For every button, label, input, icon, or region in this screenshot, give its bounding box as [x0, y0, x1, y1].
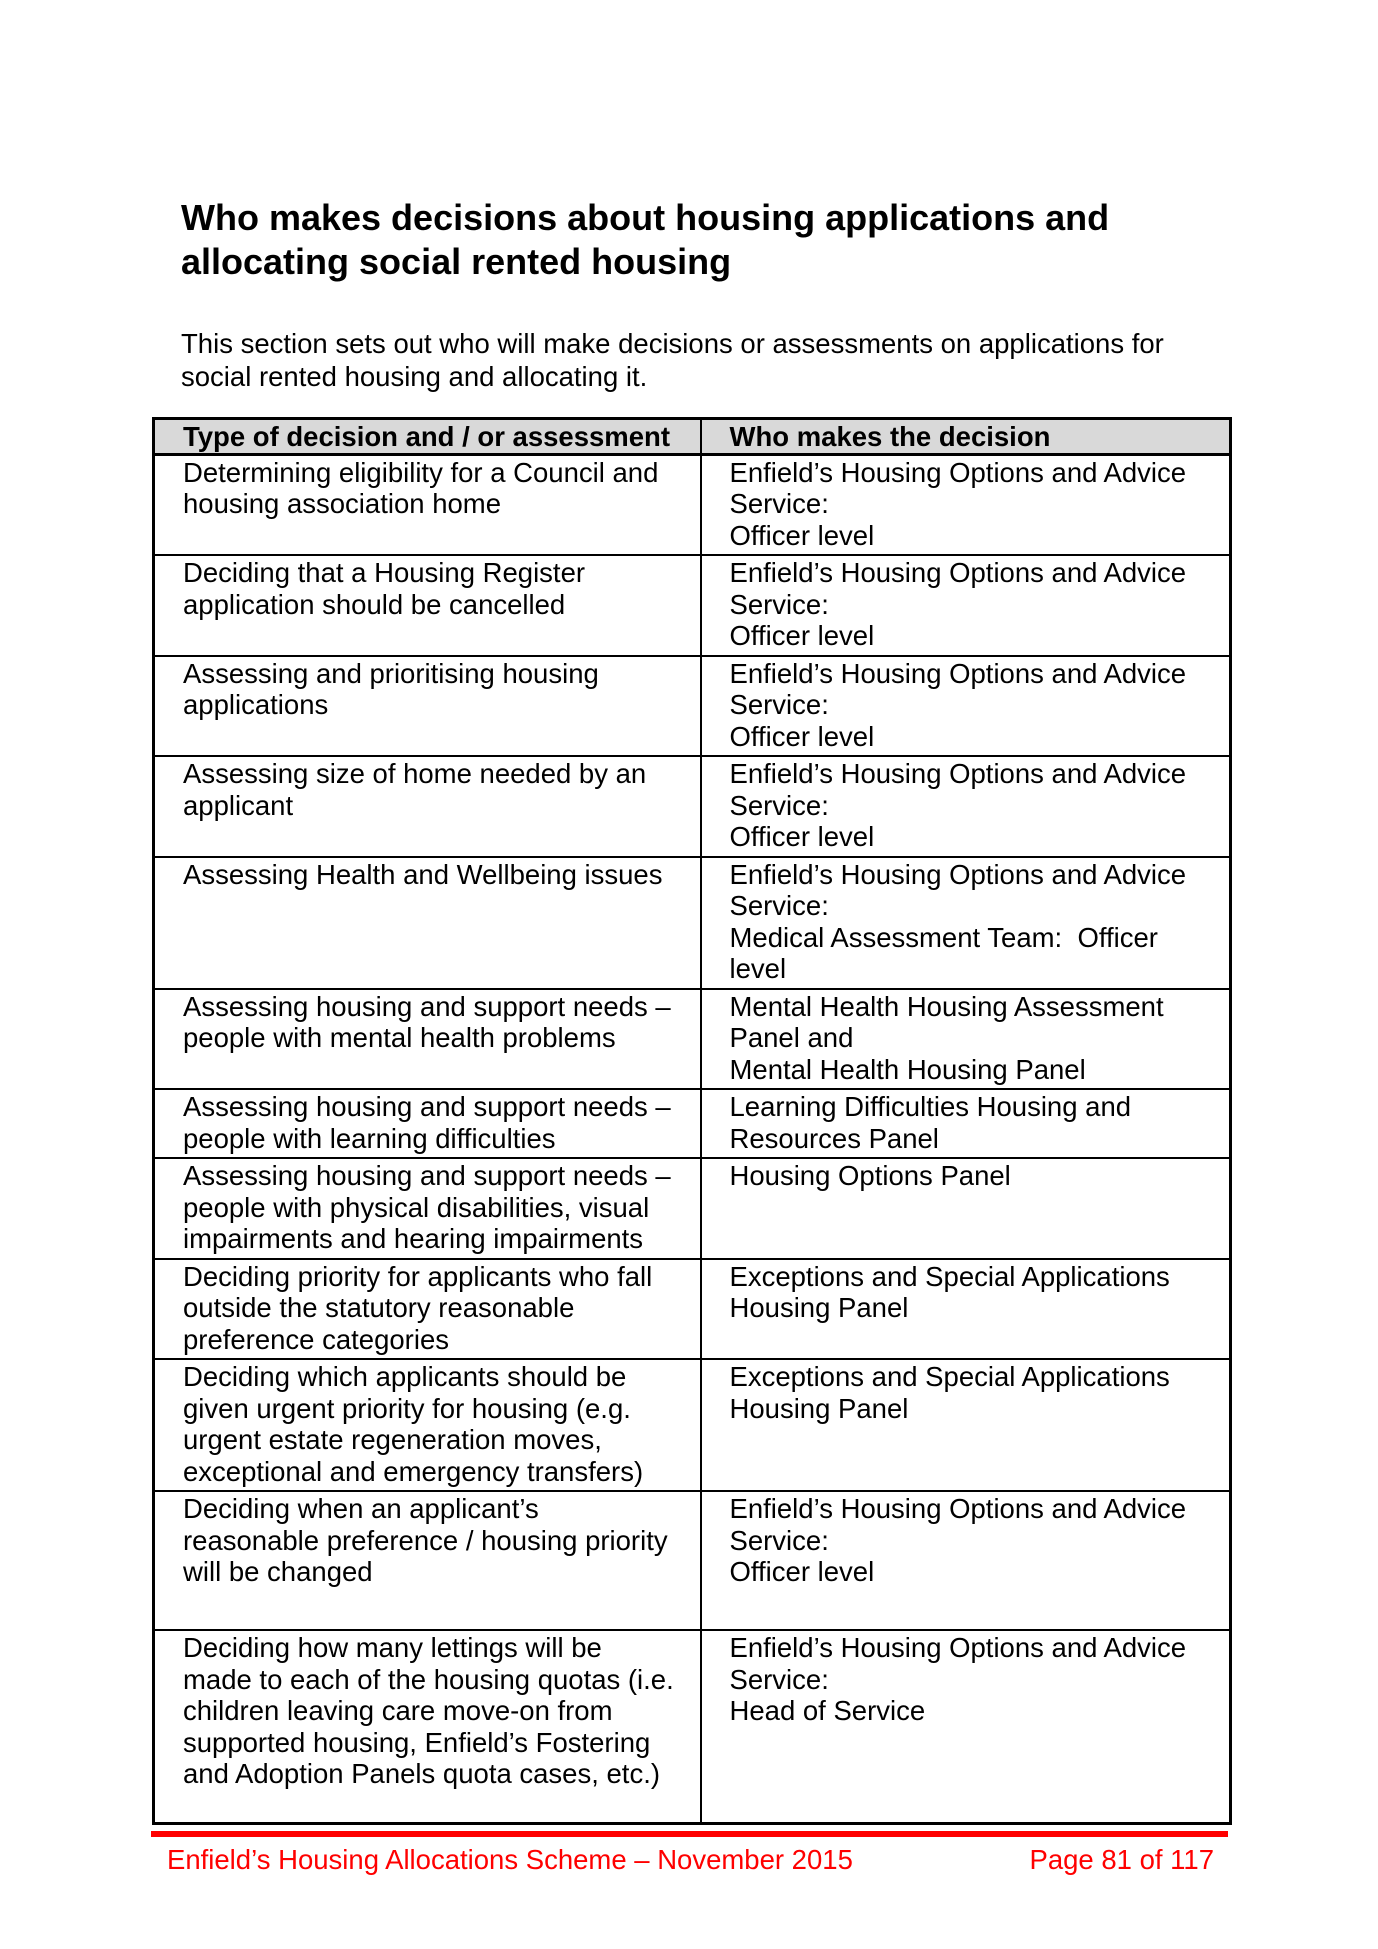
decision-type-cell: Assessing housing and support needs – people with physical disabilities, visual impairments and hearing impairments — [154, 1158, 701, 1259]
decision-maker-cell — [701, 1630, 1231, 1824]
decision-maker-cell — [701, 555, 1231, 656]
decision-maker-line: Enfield’s Housing Options and Advice Service: — [729, 1493, 1187, 1556]
table-row — [154, 1359, 1231, 1491]
decision-maker-line: Enfield’s Housing Options and Advice Service: — [729, 858, 1187, 921]
table-row — [154, 1630, 1231, 1824]
decision-type-cell: Assessing Health and Wellbeing issues — [154, 857, 701, 989]
column-header-decision-maker: Who makes the decision — [701, 419, 1231, 455]
decision-maker-line: Enfield’s Housing Options and Advice Service: — [729, 1632, 1187, 1695]
decision-type-cell: Deciding priority for applicants who fall outside the statutory reasonable preference categories — [154, 1259, 701, 1360]
page-title: Who makes decisions about housing applications and allocating social rented housing — [181, 197, 1110, 282]
footer-rule — [151, 1831, 1228, 1837]
decision-type-cell: Deciding that a Housing Register application should be cancelled — [154, 555, 701, 656]
decision-maker-line: Officer level — [729, 519, 875, 551]
decision-maker-cell — [701, 454, 1231, 555]
decision-maker-line: Mental Health Housing Assessment Panel and — [729, 990, 1164, 1053]
decision-type-cell: Determining eligibility for a Council and housing association home — [154, 454, 701, 555]
decision-maker-line: Officer level — [729, 1556, 875, 1587]
table-row — [154, 555, 1231, 656]
decision-type-cell: Assessing and prioritising housing applications — [154, 656, 701, 757]
table-row — [154, 454, 1231, 555]
decision-maker-cell — [701, 1158, 1231, 1259]
decision-maker-cell — [701, 1259, 1231, 1360]
decision-maker-cell — [701, 1491, 1231, 1630]
footer-document-name: Enfield’s Housing Allocations Scheme – November 2015 — [167, 1844, 853, 1875]
decision-maker-line: Officer level — [729, 821, 875, 852]
decision-maker-line: Enfield’s Housing Options and Advice Service: — [729, 557, 1187, 620]
header-row — [154, 419, 1231, 455]
table-row — [154, 1089, 1231, 1158]
decision-maker-line: Enfield’s Housing Options and Advice Service: — [729, 456, 1187, 519]
decision-maker-cell — [701, 989, 1231, 1090]
footer-page-number: Page 81 of 117 — [1029, 1844, 1214, 1875]
decision-maker-line: Exceptions and Special Applications Housing Panel — [729, 1260, 1170, 1323]
table-row — [154, 1259, 1231, 1360]
table-row — [154, 756, 1231, 857]
decision-type-cell: Deciding when an applicant’s reasonable preference / housing priority will be changed — [154, 1491, 701, 1630]
page-footer — [151, 1844, 1228, 1876]
decision-maker-cell — [701, 857, 1231, 989]
decision-type-cell: Deciding how many lettings will be made to each of the housing quotas (i.e. children leaving care move-on from supported housing, Enfield’s Fostering and Adoption Panels quota cases, etc.) — [154, 1630, 701, 1824]
table-row — [154, 1158, 1231, 1259]
decision-maker-line: Officer level — [729, 720, 875, 752]
decision-type-cell: Assessing housing and support needs – people with learning difficulties — [154, 1089, 701, 1158]
decision-maker-line: Officer level — [729, 620, 875, 651]
decision-maker-line: Enfield’s Housing Options and Advice Service: — [729, 657, 1187, 720]
decision-maker-cell — [701, 656, 1231, 757]
table-row — [154, 1491, 1231, 1630]
intro-paragraph: This section sets out who will make decisions or assessments on applications for social rented housing and allocating it. — [181, 328, 1164, 392]
decisions-table-body — [154, 454, 1231, 1824]
decision-type-cell: Assessing housing and support needs – people with mental health problems — [154, 989, 701, 1090]
column-header-decision-type: Type of decision and / or assessment — [154, 419, 701, 455]
decision-maker-line: Head of Service — [729, 1695, 926, 1726]
decision-maker-line: Mental Health Housing Panel — [729, 1053, 1086, 1085]
decision-maker-line: Exceptions and Special Applications Housing Panel — [729, 1361, 1170, 1424]
table-row — [154, 989, 1231, 1090]
decision-maker-line: Medical Assessment Team: Officer level — [729, 921, 1158, 984]
decision-type-cell: Assessing size of home needed by an applicant — [154, 756, 701, 857]
table-header — [154, 419, 1231, 455]
table-row — [154, 656, 1231, 757]
table-row — [154, 857, 1231, 989]
decision-maker-cell — [701, 1359, 1231, 1491]
decision-type-cell: Deciding which applicants should be given urgent priority for housing (e.g. urgent estate regeneration moves, exceptional and emergency transfers) — [154, 1359, 701, 1491]
decisions-table — [152, 417, 1232, 1825]
decision-maker-line: Learning Difficulties Housing and Resources Panel — [729, 1091, 1132, 1154]
decision-maker-cell — [701, 1089, 1231, 1158]
decision-maker-cell — [701, 756, 1231, 857]
decision-maker-line: Housing Options Panel — [729, 1160, 1011, 1191]
decision-maker-line: Enfield’s Housing Options and Advice Service: — [729, 758, 1187, 821]
